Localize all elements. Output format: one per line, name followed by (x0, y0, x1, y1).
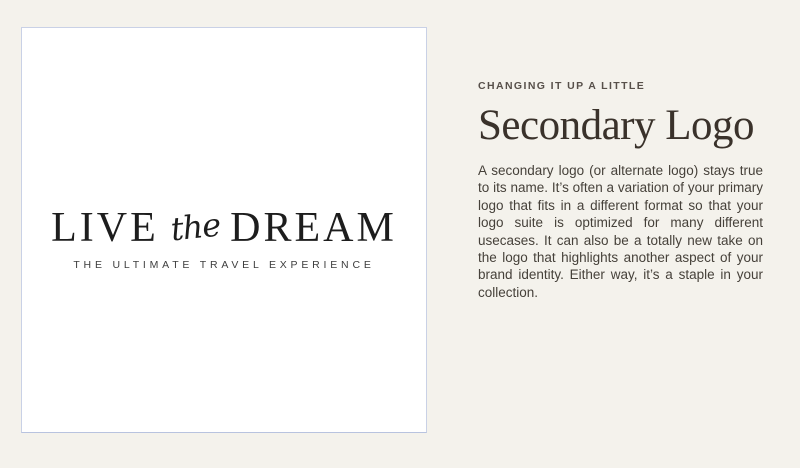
brand-wordmark (51, 207, 397, 249)
brand-word-the-script: the (168, 205, 222, 249)
brand-tagline: THE ULTIMATE TRAVEL EXPERIENCE (73, 259, 375, 271)
content-panel (478, 81, 763, 315)
eyebrow-label: CHANGING IT UP A LITTLE (478, 80, 646, 92)
page-title: Secondary Logo (478, 102, 755, 149)
body-paragraph: A secondary logo (or alternate logo) stays true to its name. It’s often a variation of your primary logo that fits in a different format so that your logo suite is optimized for many different usecases. It can also be a totally new take on the logo that highlights another aspect of your brand identity. Either way, it’s a staple in your collection. (478, 163, 763, 300)
brand-word-live: LIVE (51, 205, 159, 251)
logo-card (21, 27, 427, 433)
brand-word-dream: DREAM (230, 205, 397, 251)
